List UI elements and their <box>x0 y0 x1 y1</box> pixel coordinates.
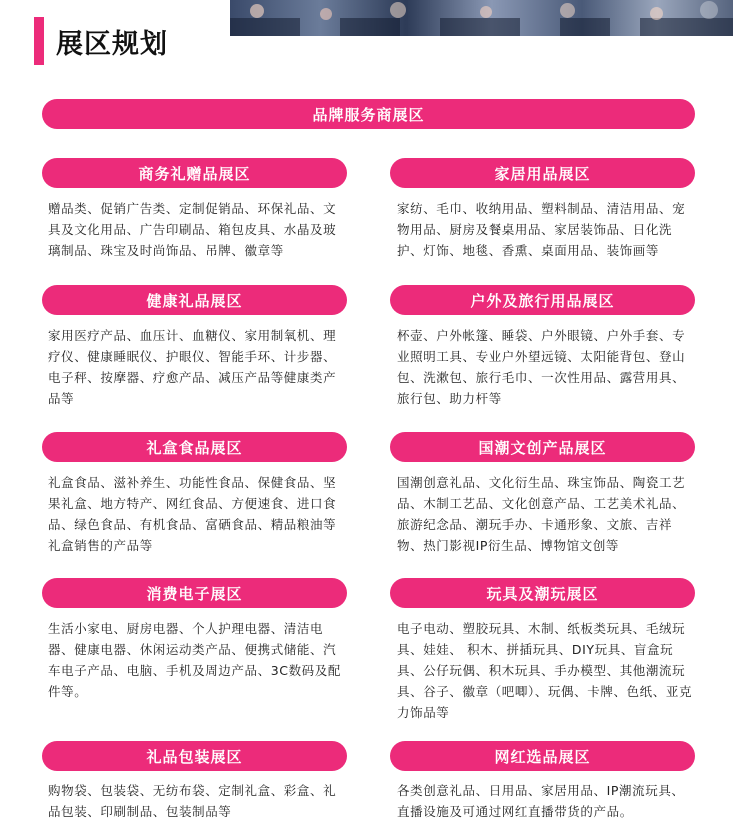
zone-title-consumer-electronics: 消费电子展区 <box>42 578 347 608</box>
zone-desc-toys-trendy: 电子电动、塑胶玩具、木制、纸板类玩具、毛绒玩具、娃娃、 积木、拼插玩具、DIY玩具、盲盒玩具、公仔玩偶、积木玩具、手办模型、其他潮流玩具、谷子、徽章（吧唧）、玩偶、卡牌、色纸、亚克力饰品等 <box>397 621 693 720</box>
title-accent-bar <box>34 17 44 65</box>
zone-desc-health-gifts: 家用医疗产品、血压计、血糖仪、家用制氧机、理疗仪、健康睡眠仪、护眼仪、智能手环、计步器、电子秤、按摩器、疗愈产品、减压产品等健康类产品等 <box>48 328 337 406</box>
zone-title-gift-box-food: 礼盒食品展区 <box>42 432 347 462</box>
zone-title-outdoor-travel: 户外及旅行用品展区 <box>390 285 695 315</box>
zone-title-health-gifts: 健康礼品展区 <box>42 285 347 315</box>
zone-desc-consumer-electronics: 生活小家电、厨房电器、个人护理电器、清洁电器、健康电器、休闲运动类产品、便携式储能、汽车电子产品、电脑、手机及周边产品、3C数码及配件等。 <box>48 621 341 699</box>
zone-desc-influencer-selection: 各类创意礼品、日用品、家居用品、IP潮流玩具、直播设施及可通过网红直播带货的产品。 <box>397 783 685 819</box>
zone-desc-gift-packaging: 购物袋、包装袋、无纺布袋、定制礼盒、彩盒、礼品包装、印刷制品、包装制品等 <box>48 783 337 819</box>
zone-desc-gift-box-food: 礼盒食品、滋补养生、功能性食品、保健食品、坚果礼盒、地方特产、网红食品、方便速食、进口食品、绿色食品、有机食品、富硒食品、精品粮油等礼盒销售的产品等 <box>48 475 337 553</box>
page-title: 展区规划 <box>56 29 168 60</box>
zone-desc-guochao-cultural: 国潮创意礼品、文化衍生品、珠宝饰品、陶瓷工艺品、木制工艺品、文化创意产品、工艺美术礼品、旅游纪念品、潮玩手办、卡通形象、文旅、吉祥物、热门影视IP衍生品、博物馆文创等 <box>397 475 686 553</box>
zone-title-toys-trendy: 玩具及潮玩展区 <box>390 578 695 608</box>
zone-title-guochao-cultural: 国潮文创产品展区 <box>390 432 695 462</box>
zone-desc-business-gifts: 赠品类、促销广告类、定制促销品、环保礼品、文具及文化用品、广告印刷品、箱包皮具、水晶及玻璃制品、珠宝及时尚饰品、吊牌、徽章等 <box>48 201 337 258</box>
zone-title-gift-packaging: 礼品包装展区 <box>42 741 347 771</box>
zone-title-business-gifts: 商务礼赠品展区 <box>42 158 347 188</box>
header-photo <box>230 0 733 36</box>
zone-title-influencer-selection: 网红选品展区 <box>390 741 695 771</box>
zone-title-home-goods: 家居用品展区 <box>390 158 695 188</box>
main-zone-banner: 品牌服务商展区 <box>42 99 695 129</box>
zone-desc-outdoor-travel: 杯壶、户外帐篷、睡袋、户外眼镜、户外手套、专业照明工具、专业户外望远镜、太阳能背包、登山包、洗漱包、旅行毛巾、一次性用品、露营用具、旅行包、助力杆等 <box>397 328 686 406</box>
zone-desc-home-goods: 家纺、毛巾、收纳用品、塑料制品、清洁用品、宠物用品、厨房及餐桌用品、家居装饰品、日化洗护、灯饰、地毯、香熏、桌面用品、装饰画等 <box>397 201 686 258</box>
